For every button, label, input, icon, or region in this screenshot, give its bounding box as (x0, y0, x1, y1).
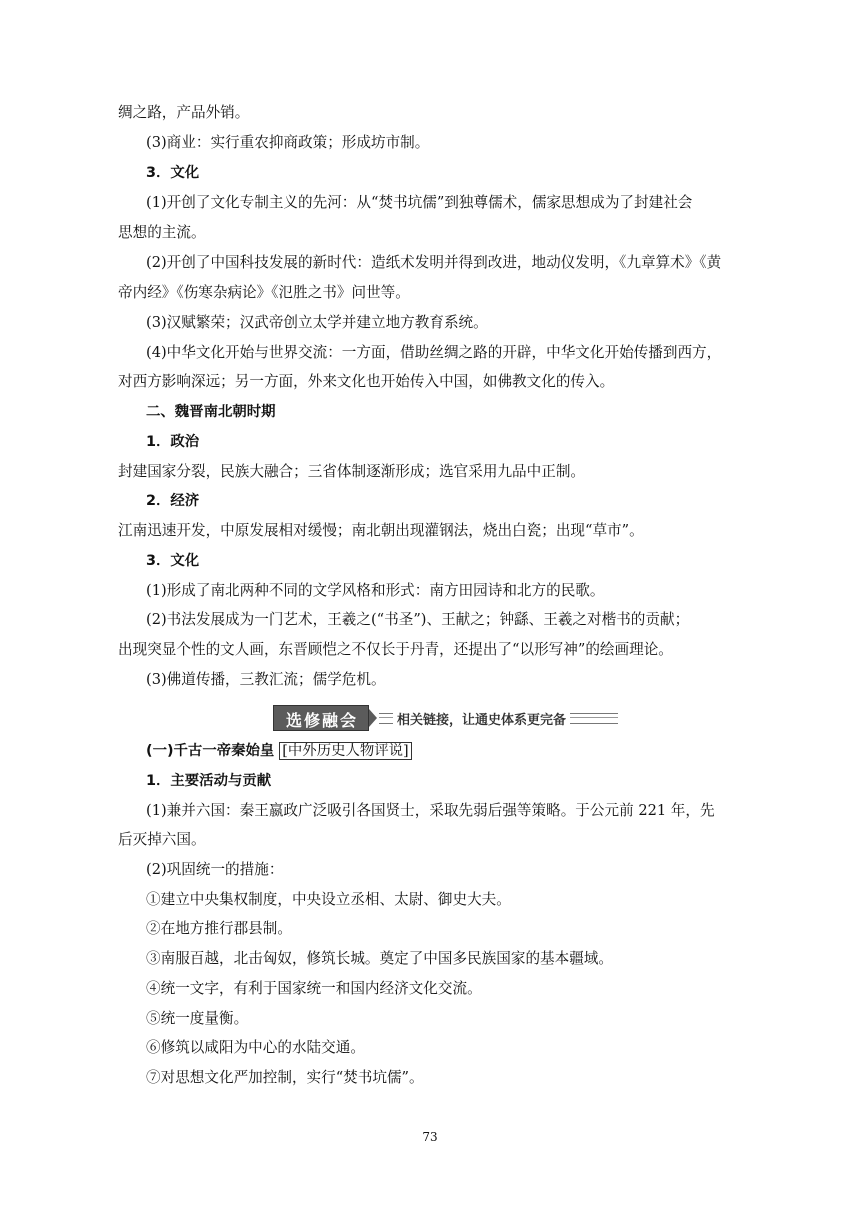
section-banner (273, 705, 618, 731)
text-line: ①建立中央集权制度，中央设立丞相、太尉、御史大夫。 (146, 891, 511, 908)
subheading: 2．经济 (146, 493, 200, 509)
text-line: ⑤统一度量衡。 (146, 1010, 249, 1027)
text-line: (2)书法发展成为一门艺术，王羲之(“书圣”)、王献之；钟繇、王羲之对楷书的贡献； (146, 611, 690, 628)
section-heading: 二、魏晋南北朝时期 (146, 404, 276, 420)
text-line: ④统一文字，有利于国家统一和国内经济文化交流。 (146, 980, 482, 997)
text-line: 封建国家分裂，民族大融合；三省体制逐渐形成；选官采用九品中正制。 (118, 463, 586, 480)
topic-heading (146, 741, 766, 761)
topic-tag: [中外历史人物评说] (279, 742, 411, 760)
subheading: 3．文化 (146, 165, 200, 181)
subheading: 1．主要活动与贡献 (146, 773, 272, 789)
text-line: 对西方影响深远；另一方面，外来文化也开始传入中国，如佛教文化的传入。 (118, 373, 615, 390)
text-line: 帝内经》《伤寒杂病论》《氾胜之书》问世等。 (118, 284, 410, 301)
text-line: (1)开创了文化专制主义的先河：从“焚书坑儒”到独尊儒术，儒家思想成为了封建社会 (146, 194, 693, 211)
subheading: 1．政治 (146, 434, 200, 450)
text-line: (2)巩固统一的措施： (146, 861, 284, 878)
banner-label: 选修融会 (285, 711, 358, 730)
text-line: (3)汉赋繁荣；汉武帝创立太学并建立地方教育系统。 (146, 314, 488, 331)
text-line: 思想的主流。 (118, 224, 206, 241)
text-line: ⑦对思想文化严加控制，实行“焚书坑儒”。 (146, 1069, 424, 1086)
text-line: (3)商业：实行重农抑商政策；形成坊市制。 (146, 134, 430, 151)
text-line: 出现突显个性的文人画，东晋顾恺之不仅长于丹青，还提出了“以形写神”的绘画理论。 (118, 641, 673, 658)
page-number: 73 (422, 1130, 438, 1144)
text-line: (4)中华文化开始与世界交流：一方面，借助丝绸之路的开辟，中华文化开始传播到西方， (146, 344, 722, 361)
text-line: 江南迅速开发，中原发展相对缓慢；南北朝出现灌钢法，烧出白瓷；出现“草市”。 (118, 522, 644, 539)
topic-title: (一)千古一帝秦始皇 (146, 743, 275, 759)
text-line: 后灭掉六国。 (118, 831, 206, 848)
banner-subtitle: 相关链接，让通史体系更完备 (393, 709, 570, 728)
text-line: 绸之路，产品外销。 (118, 104, 250, 121)
banner-label-box (273, 705, 369, 731)
text-line: ③南服百越，北击匈奴，修筑长城。奠定了中国多民族国家的基本疆域。 (146, 950, 614, 967)
text-line: (3)佛道传播，三教汇流；儒学危机。 (146, 671, 386, 688)
text-line: (1)形成了南北两种不同的文学风格和形式：南方田园诗和北方的民歌。 (146, 582, 605, 599)
text-line: (2)开创了中国科技发展的新时代：造纸术发明并得到改进，地动仪发明，《九章算术》《黄 (146, 254, 722, 271)
subheading: 3．文化 (146, 553, 200, 569)
text-line: (1)兼并六国：秦王嬴政广泛吸引各国贤士，采取先弱后强等策略。于公元前 221 年，先 (146, 802, 715, 819)
text-line: ⑥修筑以咸阳为中心的水陆交通。 (146, 1039, 365, 1056)
text-line: ②在地方推行郡县制。 (146, 920, 292, 937)
banner-arrow-icon (369, 709, 377, 727)
